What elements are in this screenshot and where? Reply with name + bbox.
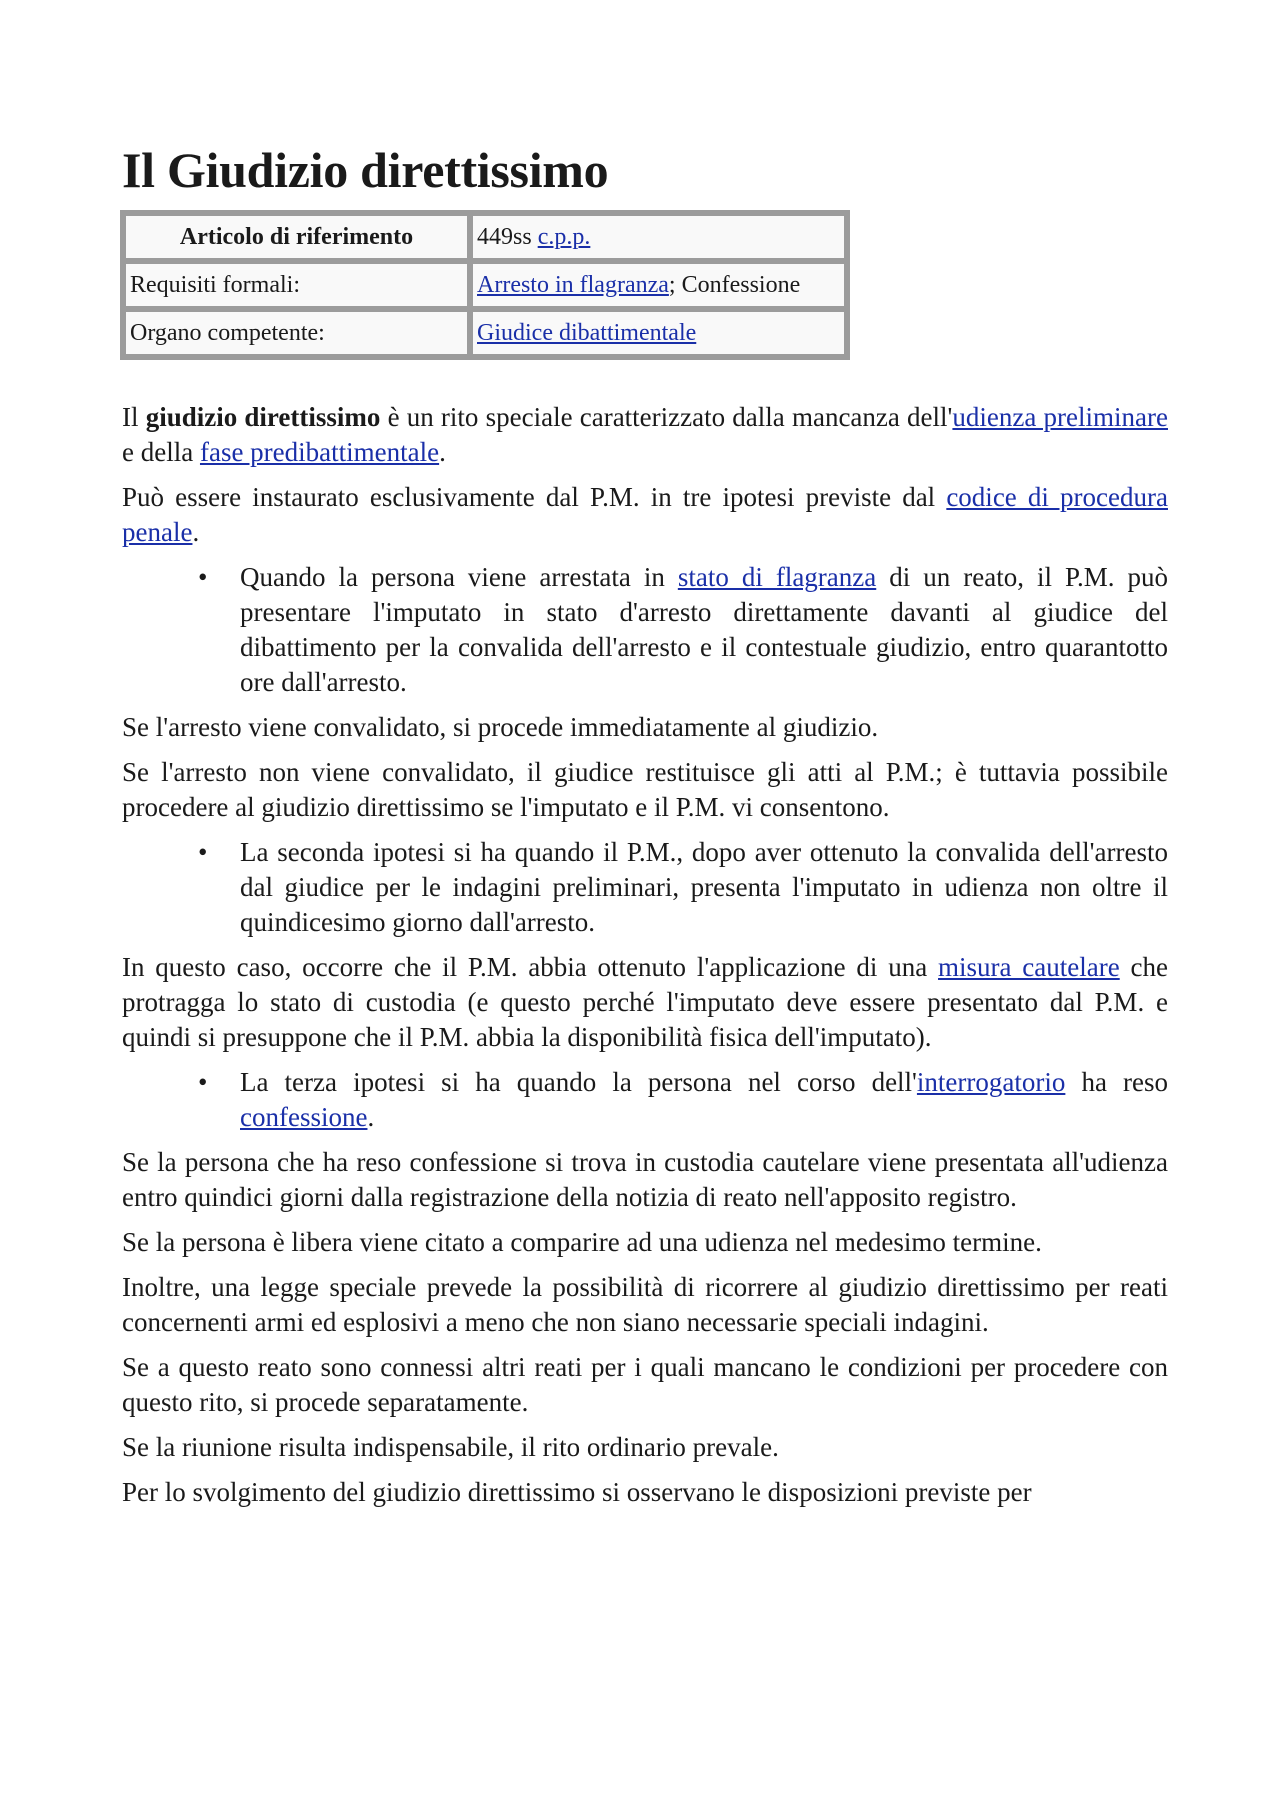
- text-span: ha reso: [1065, 1067, 1168, 1097]
- cpp-link[interactable]: c.p.p.: [537, 223, 591, 250]
- text-span: Il: [122, 402, 146, 432]
- article-number: 449ss: [477, 223, 538, 250]
- infobox-requirements-value: [473, 264, 844, 306]
- confessione-link[interactable]: confessione: [240, 1102, 368, 1132]
- article-body: [122, 400, 1168, 1510]
- giudice-dibattimentale-link[interactable]: Giudice dibattimentale: [477, 319, 697, 346]
- text-span: .: [192, 517, 200, 547]
- paragraph: Se a questo reato sono connessi altri reati per i quali mancano le condizioni per procedere con questo rito, si procede separatamente.: [122, 1352, 1168, 1417]
- bold-term: giudizio direttissimo: [145, 402, 381, 432]
- list-item: [198, 560, 1168, 700]
- list-ipotesi-2: [122, 835, 1168, 940]
- paragraph-intro: [122, 400, 1168, 470]
- text-span: In questo caso, occorre che il P.M. abbia ottenuto l'applicazione di una: [122, 952, 939, 982]
- codice-procedura-penale-link[interactable]: codice di procedura penale: [122, 482, 1168, 547]
- paragraph: Inoltre, una legge speciale prevede la possibilità di ricorrere al giudizio direttissimo per reati concernenti armi ed esplosivi a meno che non siano necessarie speciali indagini.: [122, 1272, 1168, 1337]
- text-span: e della: [122, 437, 200, 467]
- page-title: Il Giudizio direttissimo: [122, 142, 609, 198]
- text-span: La seconda ipotesi si ha quando il P.M., dopo aver ottenuto la convalida dell'arresto dal giudice per le indagini preliminari, presenta l'imputato in udienza non oltre il quindicesimo giorno dall'arresto.: [240, 837, 1168, 937]
- paragraph: Se l'arresto non viene convalidato, il giudice restituisce gli atti al P.M.; è tuttavia possibile procedere al giudizio direttissimo se l'imputato e il P.M. vi consentono.: [122, 757, 1168, 822]
- paragraph-ipotesi: [122, 480, 1168, 550]
- list-item: [198, 835, 1168, 940]
- paragraph: Se la persona che ha reso confessione si trova in custodia cautelare viene presentata all'udienza entro quindici giorni dalla registrazione della notizia di reato nell'apposito registro.: [122, 1147, 1168, 1212]
- text-span: .: [439, 437, 446, 467]
- text-span: Può essere instaurato esclusivamente dal P.M. in tre ipotesi previste dal: [122, 482, 947, 512]
- text-span: è un rito speciale caratterizzato dalla mancanza dell': [380, 402, 953, 432]
- list-item: [198, 1065, 1168, 1135]
- interrogatorio-link[interactable]: interrogatorio: [916, 1067, 1066, 1097]
- infobox-row-requirements: [126, 264, 844, 306]
- paragraph: Se la riunione risulta indispensabile, il rito ordinario prevale.: [122, 1432, 779, 1462]
- stato-di-flagranza-link[interactable]: stato di flagranza: [677, 562, 877, 592]
- requirements-rest: ; Confessione: [668, 271, 801, 298]
- bullet-icon: •: [198, 562, 208, 592]
- infobox-table: [120, 210, 850, 360]
- paragraph: Per lo svolgimento del giudizio direttissimo si osservano le disposizioni previste per: [122, 1477, 1032, 1507]
- infobox-organ-value: [473, 312, 844, 354]
- text-span: .: [367, 1102, 375, 1132]
- text-span: di un reato, il P.M. può presentare l'imputato in stato d'arresto direttamente davanti al giudice del dibattimento per la convalida dell'arresto e il contestuale giudizio, entro quarantotto ore dall'arresto.: [240, 562, 1168, 697]
- misura-cautelare-link[interactable]: misura cautelare: [938, 952, 1120, 982]
- udienza-preliminare-link[interactable]: udienza preliminare: [952, 402, 1168, 432]
- document-page: [122, 140, 1168, 1520]
- paragraph: Se l'arresto viene convalidato, si procede immediatamente al giudizio.: [122, 712, 879, 742]
- text-span: Quando la persona viene arrestata in: [240, 562, 678, 592]
- infobox-article-label: Articolo di riferimento: [126, 216, 467, 258]
- text-span: che protragga lo stato di custodia (e questo perché l'imputato deve essere presentato dal P.M. e quindi si presuppone che il P.M. abbia la disponibilità fisica dell'imputato).: [122, 952, 1168, 1052]
- fase-predibattimentale-link[interactable]: fase predibattimentale: [199, 437, 440, 467]
- paragraph: Se la persona è libera viene citato a comparire ad una udienza nel medesimo termine.: [122, 1227, 1042, 1257]
- infobox-requirements-label: Requisiti formali:: [126, 264, 467, 306]
- bullet-icon: •: [198, 1067, 208, 1097]
- bullet-icon: •: [198, 837, 208, 867]
- infobox-article-value: [473, 216, 844, 258]
- paragraph-misura: [122, 950, 1168, 1055]
- infobox-row-article: [126, 216, 844, 258]
- infobox-row-organ: [126, 312, 844, 354]
- text-span: La terza ipotesi si ha quando la persona nel corso dell': [240, 1067, 917, 1097]
- arresto-in-flagranza-link[interactable]: Arresto in flagranza: [477, 271, 669, 298]
- list-ipotesi-3: [122, 1065, 1168, 1135]
- infobox-organ-label: Organo competente:: [126, 312, 467, 354]
- list-ipotesi-1: [122, 560, 1168, 700]
